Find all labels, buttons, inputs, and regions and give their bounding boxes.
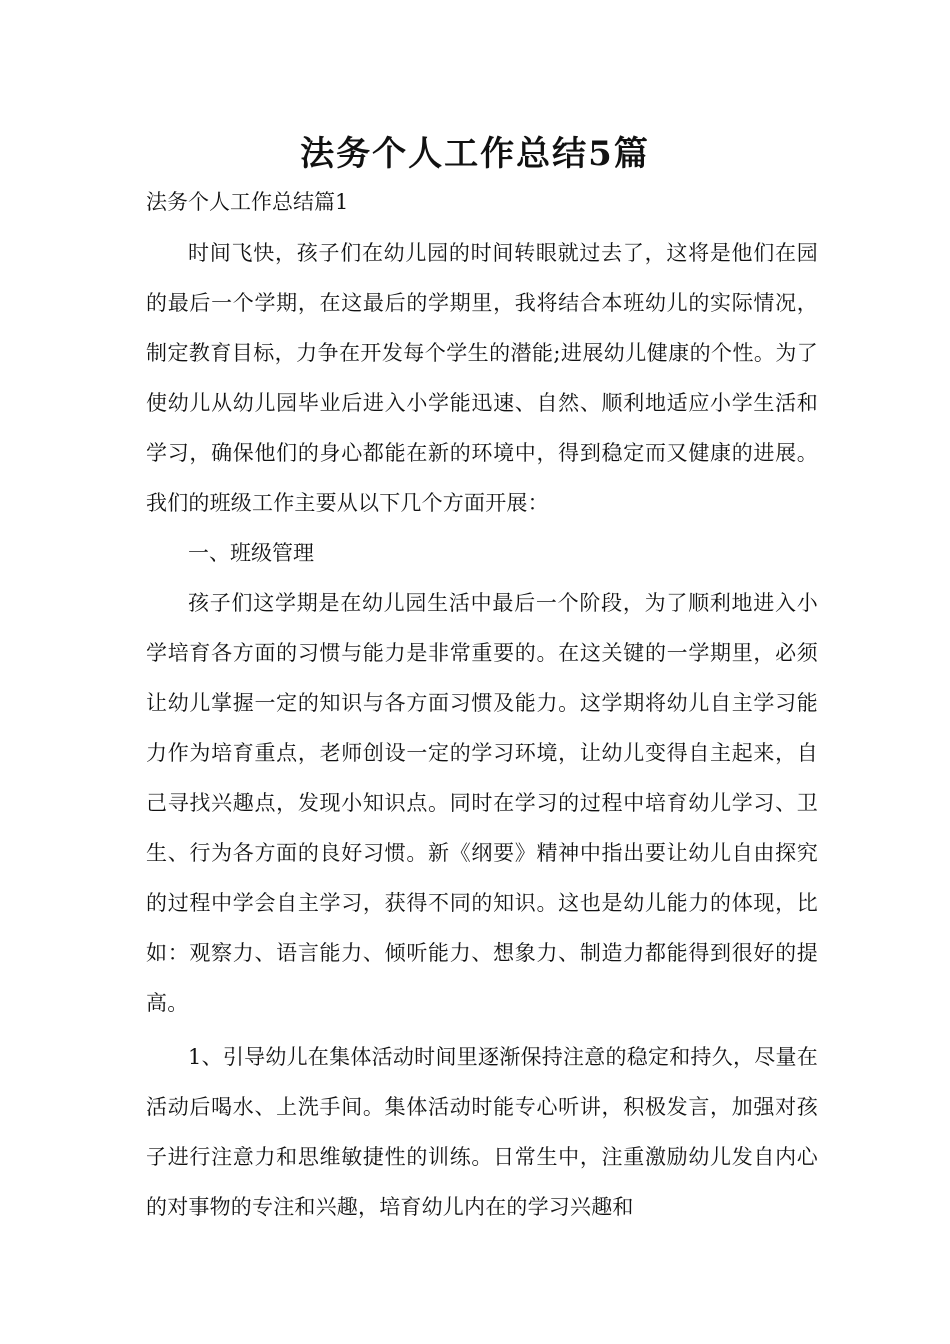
document-title: 法务个人工作总结5篇: [300, 134, 650, 174]
section-heading-class-management: 一、班级管理: [188, 541, 314, 565]
paragraph-item-1: 1、引导幼儿在集体活动时间里逐渐保持注意的稳定和持久，尽量在活动后喝水、上洗手间。集体活动时能专心听讲，积极发言，加强对孩子进行注意力和思维敏捷性的训练。日常生中，注重激励幼儿发自内心的对事物的专注和兴趣，培育幼儿内在的学习兴趣和: [146, 1045, 818, 1219]
paragraph-class-management: 孩子们这学期是在幼儿园生活中最后一个阶段，为了顺利地进入小学培育各方面的习惯与能力是非常重要的。在这关键的一学期里，必须让幼儿掌握一定的知识与各方面习惯及能力。这学期将幼儿自主学习能力作为培育重点，老师创设一定的学习环境，让幼儿变得自主起来，自己寻找兴趣点，发现小知识点。同时在学习的过程中培育幼儿学习、卫生、行为各方面的良好习惯。新《纲要》精神中指出要让幼儿自由探究的过程中学会自主学习，获得不同的知识。这也是幼儿能力的体现，比如：观察力、语言能力、倾听能力、想象力、制造力都能得到很好的提高。: [146, 591, 818, 1015]
document-body: [146, 228, 818, 1232]
paragraph-intro: 时间飞快，孩子们在幼儿园的时间转眼就过去了，这将是他们在园的最后一个学期，在这最后的学期里，我将结合本班幼儿的实际情况，制定教育目标，力争在开发每个学生的潜能;进展幼儿健康的个性。为了使幼儿从幼儿园毕业后进入小学能迅速、自然、顺利地适应小学生活和学习，确保他们的身心都能在新的环境中，得到稳定而又健康的进展。我们的班级工作主要从以下几个方面开展：: [146, 241, 818, 515]
section-subtitle: 法务个人工作总结篇1: [146, 190, 349, 214]
